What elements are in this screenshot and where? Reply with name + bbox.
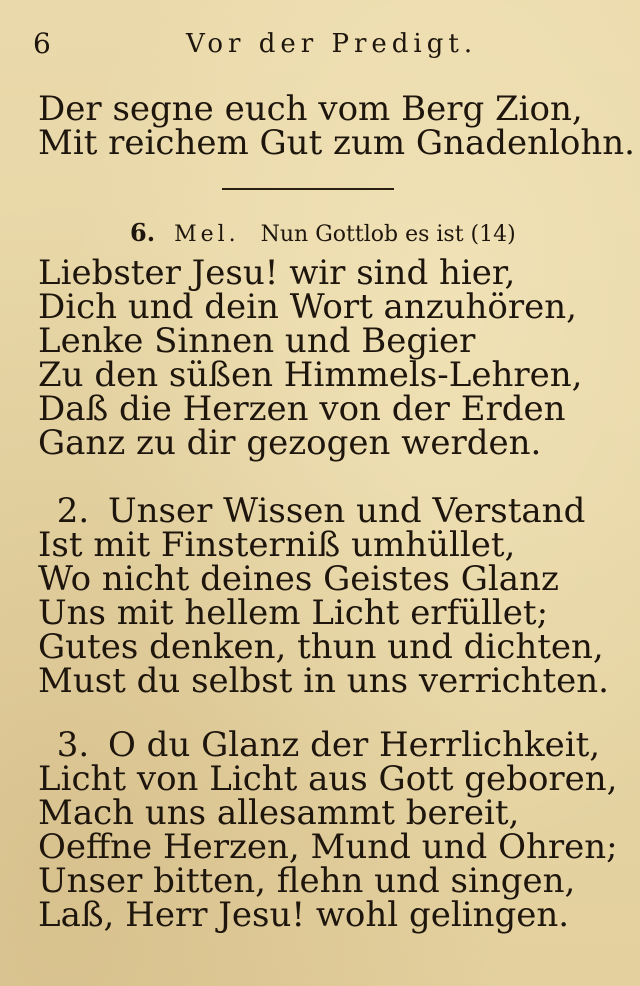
verse-line-text: Unser Wissen und Verstand — [108, 491, 586, 531]
verse-line: Mit reichem Gut zum Gnadenlohn. — [38, 123, 635, 163]
melody-label: Mel. — [174, 222, 240, 247]
page-number: 6 — [33, 27, 51, 60]
previous-hymn-ending — [38, 89, 635, 163]
verse-line: Daß die Herzen von der Erden — [38, 389, 566, 429]
verse-line: Dich und dein Wort anzuhören, — [38, 287, 577, 327]
verse-line: Lenke Sinnen und Begier — [38, 321, 476, 361]
stanza-2 — [38, 491, 618, 701]
verse-line: Oeffne Herzen, Mund und Ohren; — [38, 827, 618, 867]
verse-line: Mach uns allesammt bereit, — [38, 793, 520, 833]
verse-line: Gutes denken, thun und dichten, — [38, 627, 604, 667]
verse-line: Wo nicht deines Geistes Glanz — [38, 559, 559, 599]
verse-line: Zu den süßen Himmels-Lehren, — [38, 355, 583, 395]
verse-line: Ganz zu dir gezogen werden. — [38, 423, 542, 463]
verse-line: Must du selbst in uns verrichten. — [38, 661, 609, 701]
verse-line: Licht von Licht aus Gott geboren, — [38, 759, 618, 799]
stanza-number: 3. — [56, 725, 90, 765]
melody-reference: Nun Gottlob es ist (14) — [260, 222, 516, 247]
verse-line-text: O du Glanz der Herrlichkeit, — [108, 725, 601, 765]
verse-line: Unser bitten, flehn und singen, — [38, 861, 576, 901]
section-divider — [222, 188, 394, 190]
verse-line: Laß, Herr Jesu! wohl gelingen. — [38, 895, 570, 935]
verse-line — [38, 725, 618, 765]
stanza-3 — [38, 725, 618, 935]
hymn-number: 6. — [130, 218, 156, 247]
verse-line: Der segne euch vom Berg Zion, — [38, 89, 583, 129]
verse-line: Uns mit hellem Licht erfüllet; — [38, 593, 549, 633]
verse-line — [38, 491, 618, 531]
stanza-number: 2. — [56, 491, 90, 531]
verse-line: Liebster Jesu! wir sind hier, — [38, 253, 516, 293]
hymn-header — [130, 218, 516, 250]
running-title: Vor der Predigt. — [186, 29, 478, 59]
stanza-1 — [38, 253, 618, 463]
verse-line: Ist mit Finsterniß umhüllet, — [38, 525, 516, 565]
